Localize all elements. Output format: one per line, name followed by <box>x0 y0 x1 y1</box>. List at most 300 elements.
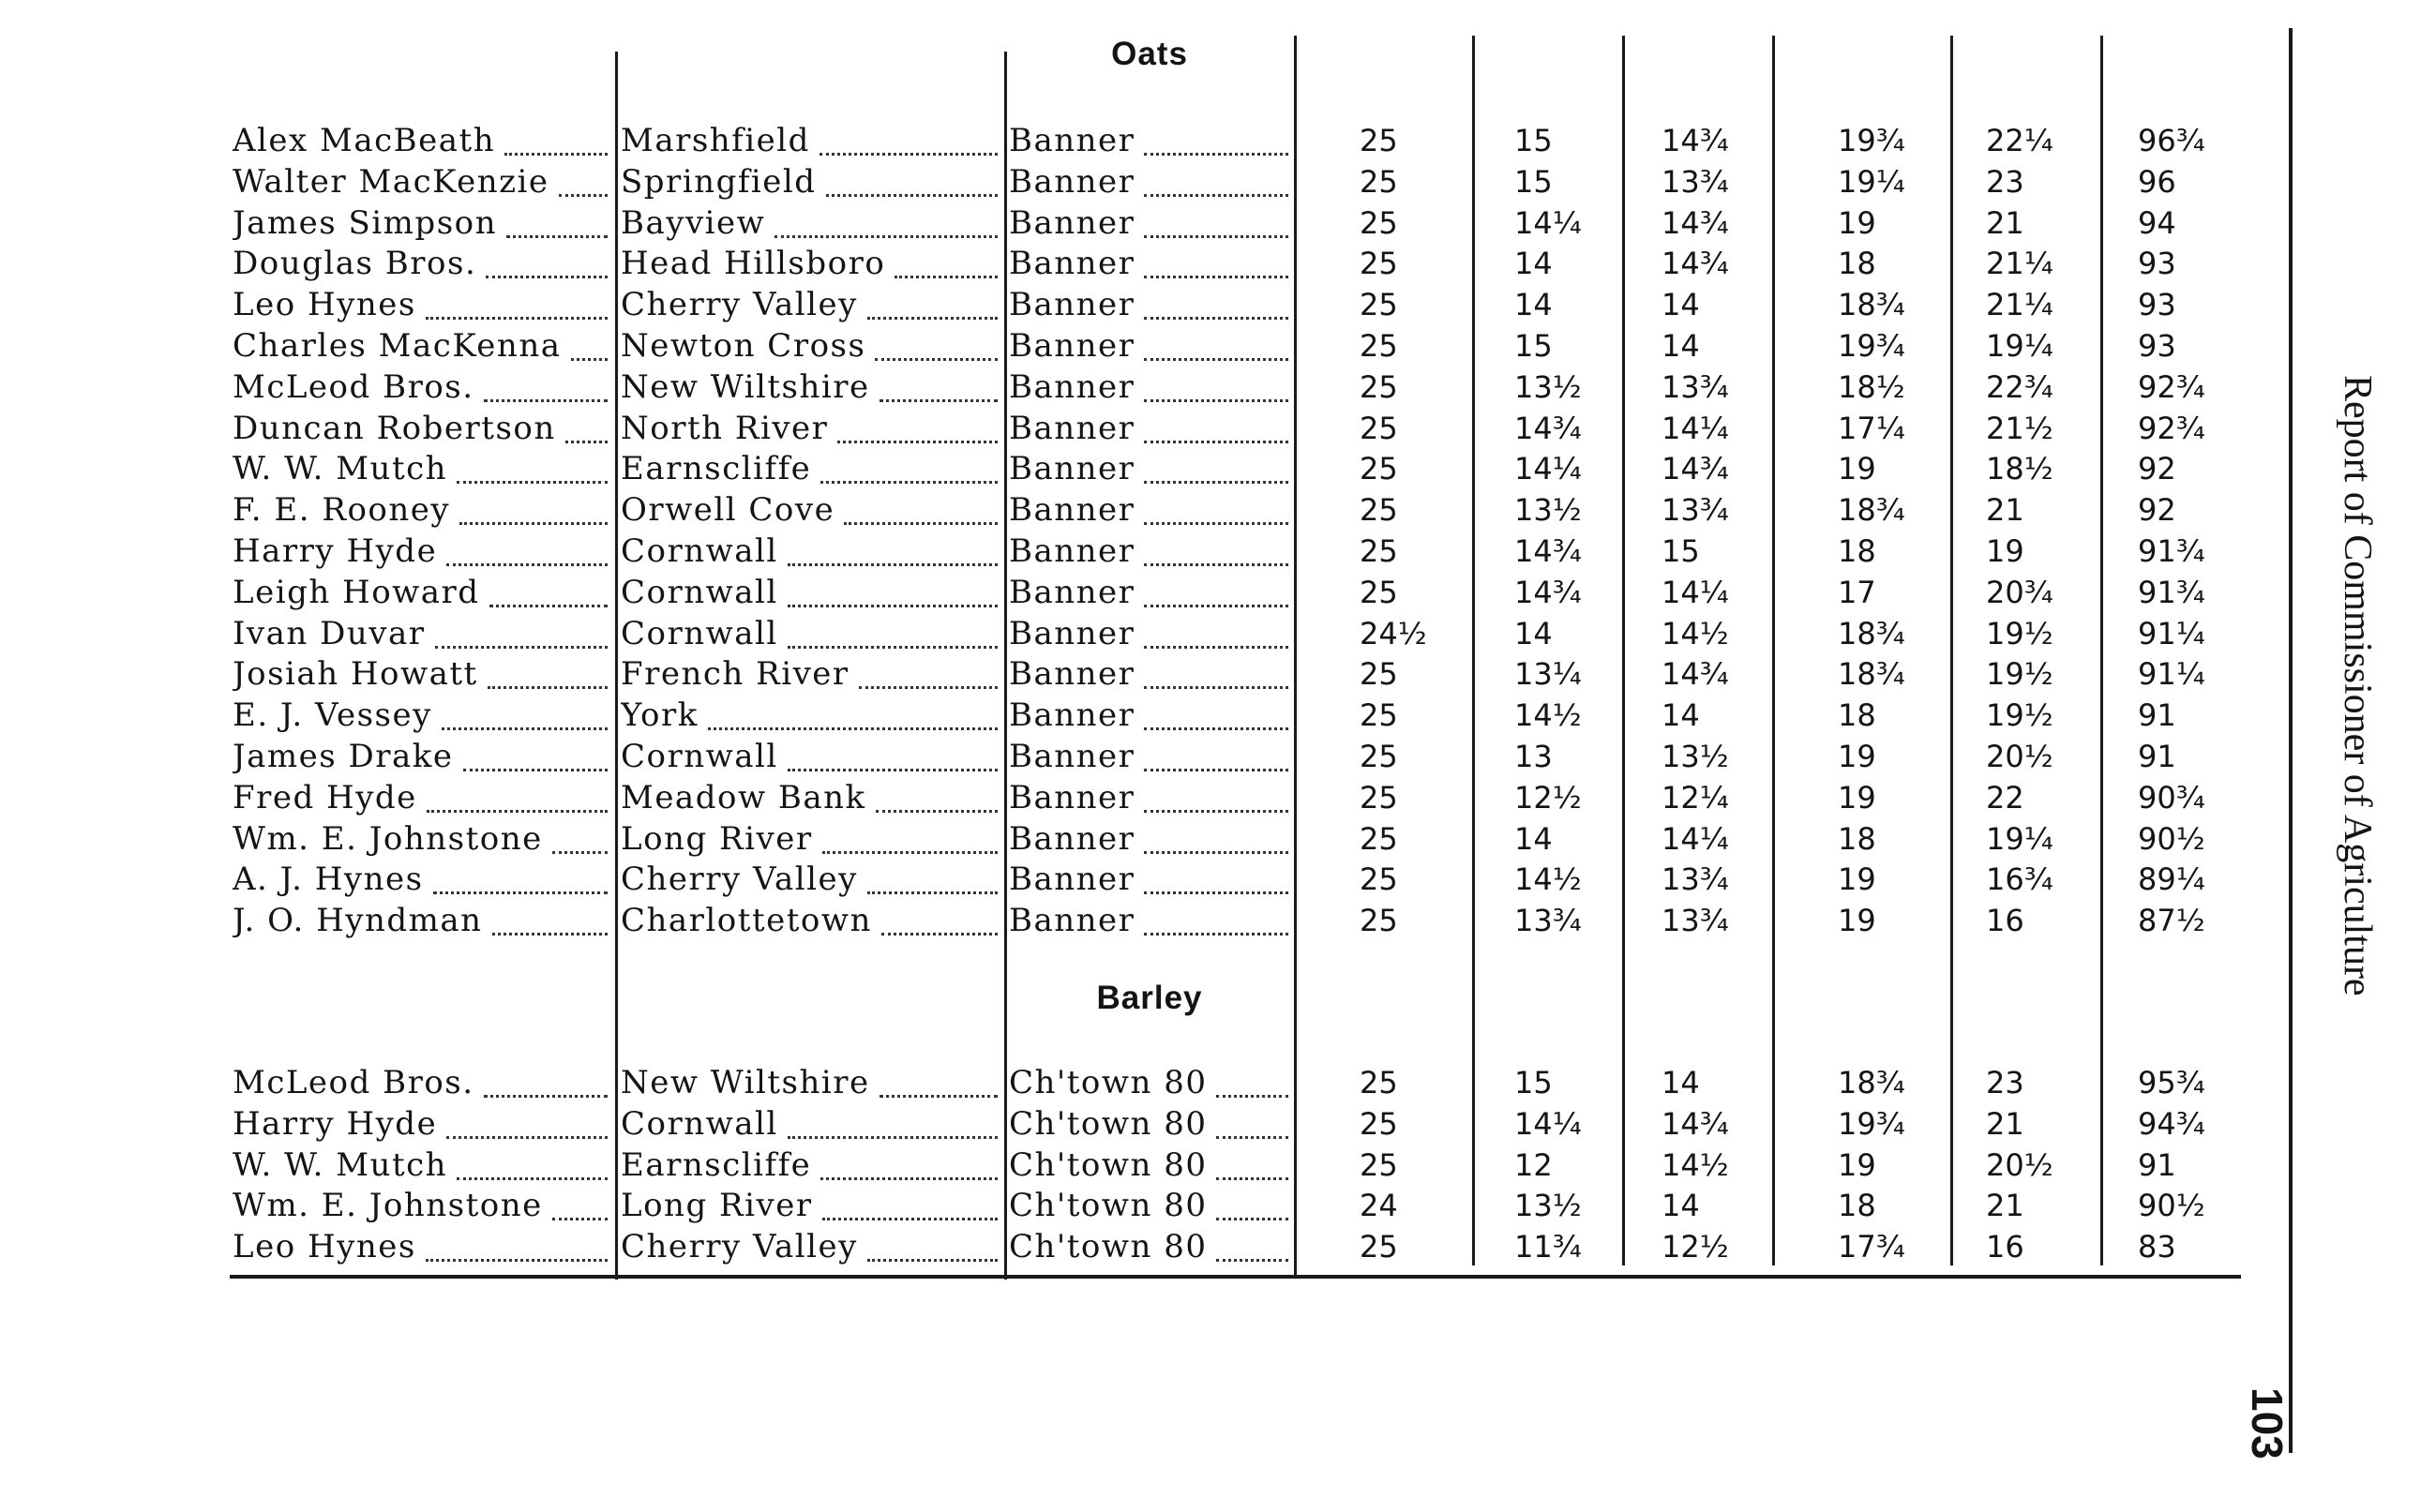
cell-variety <box>1009 818 1288 860</box>
place-text: Springfield <box>621 162 817 201</box>
dot-leader <box>426 317 608 320</box>
place-text: Earnscliffe <box>621 1145 812 1184</box>
variety-text: Banner <box>1009 614 1135 652</box>
cell-value-6: 96¾ <box>2138 123 2205 158</box>
dot-leader <box>788 646 998 649</box>
cell-value-3: 13¾ <box>1662 903 1729 939</box>
name-text: E. J. Vessey <box>233 696 432 735</box>
cell-value-3: 14 <box>1662 1065 1700 1100</box>
cell-value-4: 19 <box>1838 1146 1876 1183</box>
variety-text: Banner <box>1009 655 1135 694</box>
cell-value-2: 15 <box>1514 328 1553 364</box>
cell-value-5: 22 <box>1986 779 2024 816</box>
cell-value-2: 13¾ <box>1514 903 1582 939</box>
name-text: Leigh Howard <box>233 573 480 611</box>
cell-value-3: 14¼ <box>1662 410 1729 446</box>
dot-leader <box>1144 276 1288 278</box>
name-text: Duncan Robertson <box>233 409 556 447</box>
cell-place <box>621 1062 998 1103</box>
cell-variety <box>1009 161 1288 202</box>
cell-value-4: 19 <box>1838 204 1876 241</box>
cell-value-5: 16 <box>1986 903 2024 939</box>
dot-leader <box>1216 1177 1288 1180</box>
cell-variety <box>1009 1103 1288 1145</box>
section-title-oats: Oats <box>1111 36 1188 72</box>
dot-leader <box>552 851 608 854</box>
dot-leader <box>426 1259 608 1262</box>
cell-value-2: 13½ <box>1514 368 1582 405</box>
name-text: W. W. Mutch <box>233 1145 448 1184</box>
page-number: 103 <box>2243 1387 2292 1460</box>
cell-value-1: 25 <box>1360 1146 1398 1183</box>
table-row <box>0 613 2250 654</box>
cell-value-6: 91 <box>2138 739 2176 774</box>
dot-leader <box>867 317 998 320</box>
cell-value-5: 23 <box>1986 163 2024 200</box>
cell-value-4: 19¼ <box>1838 163 1905 200</box>
cell-value-4: 19¾ <box>1838 328 1905 364</box>
cell-value-1: 25 <box>1360 328 1398 364</box>
name-text: Harry Hyde <box>233 1104 438 1143</box>
cell-place <box>621 818 998 860</box>
cell-value-2: 15 <box>1514 163 1553 200</box>
cell-value-3: 14 <box>1662 697 1700 734</box>
cell-value-5: 19¼ <box>1986 328 2053 364</box>
name-text: Walter MacKenzie <box>233 162 549 201</box>
dot-leader <box>457 1177 608 1180</box>
place-text: Long River <box>621 819 813 858</box>
cell-place <box>621 695 998 736</box>
cell-variety <box>1009 202 1288 244</box>
dot-leader <box>788 1136 998 1139</box>
dot-leader <box>867 891 998 894</box>
cell-value-2: 12½ <box>1514 779 1582 816</box>
place-text: York <box>621 696 699 735</box>
table-row <box>0 1145 2250 1186</box>
cell-value-3: 13¾ <box>1662 368 1729 405</box>
name-text: Alex MacBeath <box>233 122 496 159</box>
cell-value-5: 21¼ <box>1986 287 2053 323</box>
table-row <box>0 408 2250 449</box>
table-row <box>0 161 2250 202</box>
dot-leader <box>565 441 608 443</box>
place-text: Cornwall <box>621 614 778 652</box>
cell-name <box>233 572 608 613</box>
table-bottom-rule <box>230 1275 2241 1279</box>
dot-leader <box>446 1136 608 1139</box>
cell-value-6: 91 <box>2138 1146 2176 1183</box>
dot-leader <box>822 851 998 854</box>
table-row <box>0 367 2250 408</box>
cell-value-6: 91¾ <box>2138 574 2205 610</box>
cell-value-3: 14¼ <box>1662 574 1729 610</box>
cell-value-4: 17¼ <box>1838 410 1905 446</box>
cell-value-4: 18¾ <box>1838 656 1905 693</box>
cell-place <box>621 202 998 244</box>
cell-value-6: 95¾ <box>2138 1065 2205 1100</box>
cell-value-2: 14¼ <box>1514 204 1582 241</box>
dot-leader <box>1144 522 1288 525</box>
cell-value-3: 14½ <box>1662 1146 1729 1183</box>
cell-place <box>621 531 998 572</box>
cell-place <box>621 653 998 695</box>
cell-value-1: 25 <box>1360 492 1398 529</box>
place-text: Meadow Bank <box>621 778 866 816</box>
table-row <box>0 818 2250 860</box>
cell-value-3: 12¼ <box>1662 779 1729 816</box>
cell-value-1: 24½ <box>1360 615 1427 651</box>
table-row <box>0 777 2250 818</box>
dot-leader <box>820 481 998 484</box>
dot-leader <box>820 153 998 156</box>
cell-value-4: 18½ <box>1838 368 1905 405</box>
dot-leader <box>1144 358 1288 361</box>
cell-value-4: 18 <box>1838 246 1876 282</box>
cell-value-3: 14¾ <box>1662 246 1729 282</box>
cell-value-5: 20½ <box>1986 739 2053 774</box>
cell-value-6: 96 <box>2138 163 2176 200</box>
cell-value-1: 25 <box>1360 204 1398 241</box>
cell-place <box>621 736 998 777</box>
dot-leader <box>488 686 608 689</box>
dot-leader <box>504 153 608 156</box>
dot-leader <box>708 727 998 730</box>
cell-place <box>621 325 998 367</box>
cell-variety <box>1009 284 1288 325</box>
dot-leader <box>1144 441 1288 443</box>
dot-leader <box>484 399 608 402</box>
cell-value-6: 94 <box>2138 204 2176 241</box>
dot-leader <box>442 727 608 730</box>
cell-value-6: 92¾ <box>2138 410 2205 446</box>
cell-name <box>233 243 608 284</box>
cell-value-3: 15 <box>1662 533 1700 569</box>
cell-value-1: 25 <box>1360 246 1398 282</box>
variety-text: Banner <box>1009 696 1135 735</box>
cell-value-5: 23 <box>1986 1065 2024 1100</box>
name-text: Charles MacKenna <box>233 327 562 365</box>
cell-place <box>621 777 998 818</box>
dot-leader <box>788 769 998 771</box>
cell-value-5: 22¾ <box>1986 368 2053 405</box>
cell-name <box>233 1226 608 1267</box>
cell-value-4: 19 <box>1838 739 1876 774</box>
place-text: North River <box>621 409 829 447</box>
table-row <box>0 120 2250 161</box>
dot-leader <box>844 522 998 525</box>
cell-place <box>621 1185 998 1226</box>
variety-text: Banner <box>1009 162 1135 201</box>
cell-value-3: 12½ <box>1662 1229 1729 1265</box>
place-text: Cornwall <box>621 1104 778 1143</box>
cell-value-2: 14½ <box>1514 861 1582 898</box>
cell-name <box>233 448 608 489</box>
table-row <box>0 1185 2250 1226</box>
dot-leader <box>1144 727 1288 730</box>
cell-value-2: 14 <box>1514 246 1553 282</box>
variety-text: Banner <box>1009 738 1135 775</box>
cell-value-4: 19¾ <box>1838 1105 1905 1142</box>
cell-variety <box>1009 736 1288 777</box>
table-row <box>0 695 2250 736</box>
variety-text: Banner <box>1009 203 1135 242</box>
cell-variety <box>1009 859 1288 900</box>
cell-value-2: 13½ <box>1514 1188 1582 1224</box>
cell-value-2: 13 <box>1514 739 1553 774</box>
table-row <box>0 736 2250 777</box>
dot-leader <box>881 933 998 936</box>
cell-value-3: 14¾ <box>1662 656 1729 693</box>
dot-leader <box>1144 605 1288 607</box>
dot-leader <box>492 933 608 936</box>
cell-value-3: 13¾ <box>1662 163 1729 200</box>
dot-leader <box>895 276 998 278</box>
place-text: Cherry Valley <box>621 286 858 324</box>
cell-value-5: 20½ <box>1986 1146 2053 1183</box>
dot-leader <box>1144 686 1288 689</box>
cell-value-1: 25 <box>1360 820 1398 857</box>
variety-text: Ch'town 80 <box>1009 1228 1208 1266</box>
cell-place <box>621 161 998 202</box>
cell-value-1: 25 <box>1360 861 1398 898</box>
cell-value-2: 14¾ <box>1514 410 1582 446</box>
cell-value-3: 13½ <box>1662 739 1729 774</box>
cell-name <box>233 818 608 860</box>
cell-value-3: 14 <box>1662 1188 1700 1224</box>
dot-leader <box>867 1259 998 1262</box>
variety-text: Banner <box>1009 327 1135 365</box>
cell-value-1: 25 <box>1360 368 1398 405</box>
cell-place <box>621 367 998 408</box>
cell-variety <box>1009 489 1288 531</box>
dot-leader <box>484 1095 608 1098</box>
dot-leader <box>486 276 608 278</box>
cell-value-2: 14 <box>1514 820 1553 857</box>
place-text: Newton Cross <box>621 327 866 365</box>
cell-value-1: 25 <box>1360 1105 1398 1142</box>
place-text: Charlottetown <box>621 902 872 940</box>
variety-text: Banner <box>1009 902 1135 940</box>
cell-value-1: 25 <box>1360 451 1398 487</box>
place-text: Marshfield <box>621 122 810 159</box>
cell-variety <box>1009 1062 1288 1103</box>
cell-value-2: 15 <box>1514 123 1553 158</box>
cell-value-6: 91¼ <box>2138 656 2205 693</box>
dot-leader <box>459 522 608 525</box>
cell-variety <box>1009 777 1288 818</box>
cell-place <box>621 572 998 613</box>
name-text: J. O. Hyndman <box>233 902 483 940</box>
table-row <box>0 1062 2250 1103</box>
dot-leader <box>880 1095 998 1098</box>
dot-leader <box>1144 153 1288 156</box>
cell-name <box>233 1103 608 1145</box>
cell-value-4: 18¾ <box>1838 615 1905 651</box>
cell-value-1: 25 <box>1360 903 1398 939</box>
cell-variety <box>1009 243 1288 284</box>
dot-leader <box>880 399 998 402</box>
dot-leader <box>1144 235 1288 238</box>
cell-value-5: 19½ <box>1986 656 2053 693</box>
table-row <box>0 448 2250 489</box>
table-row <box>0 284 2250 325</box>
cell-value-2: 14½ <box>1514 697 1582 734</box>
cell-variety <box>1009 653 1288 695</box>
place-text: Orwell Cove <box>621 491 835 530</box>
cell-variety <box>1009 448 1288 489</box>
cell-value-5: 21 <box>1986 1188 2024 1224</box>
cell-name <box>233 613 608 654</box>
cell-value-5: 21¼ <box>1986 246 2053 282</box>
cell-value-1: 24 <box>1360 1188 1398 1224</box>
cell-value-6: 87½ <box>2138 903 2205 939</box>
dot-leader <box>1144 933 1288 936</box>
cell-value-3: 14¾ <box>1662 1105 1729 1142</box>
cell-name <box>233 1062 608 1103</box>
dot-leader <box>1216 1259 1288 1262</box>
dot-leader <box>1144 851 1288 854</box>
cell-value-2: 12 <box>1514 1146 1553 1183</box>
cell-value-6: 90½ <box>2138 820 2205 857</box>
dot-leader <box>859 686 998 689</box>
cell-value-4: 18¾ <box>1838 1065 1905 1100</box>
cell-value-1: 25 <box>1360 287 1398 323</box>
cell-value-1: 25 <box>1360 163 1398 200</box>
name-text: Wm. E. Johnstone <box>233 1187 543 1225</box>
cell-value-2: 13¼ <box>1514 656 1582 693</box>
cell-name <box>233 120 608 161</box>
cell-value-4: 18 <box>1838 697 1876 734</box>
variety-text: Banner <box>1009 367 1135 406</box>
table-row <box>0 859 2250 900</box>
cell-value-5: 19 <box>1986 533 2024 569</box>
cell-name <box>233 859 608 900</box>
cell-value-1: 25 <box>1360 574 1398 610</box>
name-text: Harry Hyde <box>233 532 438 570</box>
dot-leader <box>1144 399 1288 402</box>
cell-value-1: 25 <box>1360 656 1398 693</box>
dot-leader <box>1144 317 1288 320</box>
cell-value-6: 92 <box>2138 451 2176 487</box>
cell-value-3: 14½ <box>1662 615 1729 651</box>
place-text: Cherry Valley <box>621 1228 858 1266</box>
cell-value-5: 19½ <box>1986 615 2053 651</box>
cell-value-4: 19¾ <box>1838 123 1905 158</box>
variety-text: Banner <box>1009 245 1135 283</box>
variety-text: Banner <box>1009 122 1135 159</box>
cell-value-4: 18 <box>1838 1188 1876 1224</box>
dot-leader <box>435 646 608 649</box>
cell-value-3: 14¼ <box>1662 820 1729 857</box>
dot-leader <box>446 563 608 566</box>
cell-value-4: 18¾ <box>1838 287 1905 323</box>
cell-variety <box>1009 572 1288 613</box>
table-row <box>0 531 2250 572</box>
place-text: Bayview <box>621 203 766 242</box>
cell-value-2: 11¾ <box>1514 1229 1582 1265</box>
cell-value-5: 22¼ <box>1986 123 2053 158</box>
cell-variety <box>1009 367 1288 408</box>
variety-text: Ch'town 80 <box>1009 1187 1208 1225</box>
table-row <box>0 1226 2250 1267</box>
cell-value-2: 14 <box>1514 615 1553 651</box>
dot-leader <box>571 358 609 361</box>
table-row <box>0 489 2250 531</box>
cell-value-2: 14¾ <box>1514 533 1582 569</box>
cell-value-5: 20¾ <box>1986 574 2053 610</box>
cell-value-4: 17 <box>1838 574 1876 610</box>
cell-value-4: 19 <box>1838 451 1876 487</box>
variety-text: Banner <box>1009 861 1135 899</box>
cell-place <box>621 408 998 449</box>
cell-value-2: 14¼ <box>1514 1105 1582 1142</box>
cell-value-5: 21½ <box>1986 410 2053 446</box>
cell-place <box>621 1226 998 1267</box>
cell-variety <box>1009 531 1288 572</box>
cell-value-1: 25 <box>1360 1229 1398 1265</box>
place-text: New Wiltshire <box>621 367 870 406</box>
cell-variety <box>1009 695 1288 736</box>
cell-value-5: 21 <box>1986 204 2024 241</box>
dot-leader <box>559 194 608 197</box>
cell-value-5: 19¼ <box>1986 820 2053 857</box>
cell-name <box>233 900 608 941</box>
place-text: Head Hillsboro <box>621 245 886 283</box>
dot-leader <box>1144 563 1288 566</box>
name-text: James Simpson <box>233 203 498 242</box>
variety-text: Ch'town 80 <box>1009 1104 1208 1143</box>
page-margin-rule <box>2289 28 2293 1453</box>
cell-place <box>621 120 998 161</box>
table-row <box>0 1103 2250 1145</box>
name-text: Wm. E. Johnstone <box>233 819 543 858</box>
cell-value-6: 91 <box>2138 697 2176 734</box>
dot-leader <box>822 1218 998 1220</box>
cell-value-1: 25 <box>1360 697 1398 734</box>
dot-leader <box>427 810 608 813</box>
running-head: Report of Commissioner of Agriculture <box>2336 375 2379 996</box>
table-row <box>0 900 2250 941</box>
cell-variety <box>1009 120 1288 161</box>
cell-value-1: 25 <box>1360 410 1398 446</box>
table-row <box>0 572 2250 613</box>
place-text: Cornwall <box>621 532 778 570</box>
place-text: Cornwall <box>621 738 778 775</box>
cell-value-4: 18 <box>1838 820 1876 857</box>
dot-leader <box>1216 1095 1288 1098</box>
cell-value-4: 18 <box>1838 533 1876 569</box>
cell-variety <box>1009 613 1288 654</box>
cell-value-1: 25 <box>1360 779 1398 816</box>
cell-name <box>233 736 608 777</box>
cell-value-5: 16 <box>1986 1229 2024 1265</box>
cell-value-6: 90½ <box>2138 1188 2205 1224</box>
name-text: Leo Hynes <box>233 286 416 324</box>
cell-value-5: 19½ <box>1986 697 2053 734</box>
cell-name <box>233 367 608 408</box>
name-text: F. E. Rooney <box>233 491 451 530</box>
cell-value-5: 21 <box>1986 1105 2024 1142</box>
cell-value-6: 89¼ <box>2138 861 2205 898</box>
cell-name <box>233 531 608 572</box>
cell-place <box>621 859 998 900</box>
name-text: McLeod Bros. <box>233 1064 474 1101</box>
name-text: McLeod Bros. <box>233 367 474 406</box>
cell-value-5: 21 <box>1986 492 2024 529</box>
cell-value-3: 14¾ <box>1662 204 1729 241</box>
cell-name <box>233 489 608 531</box>
cell-value-5: 18½ <box>1986 451 2053 487</box>
